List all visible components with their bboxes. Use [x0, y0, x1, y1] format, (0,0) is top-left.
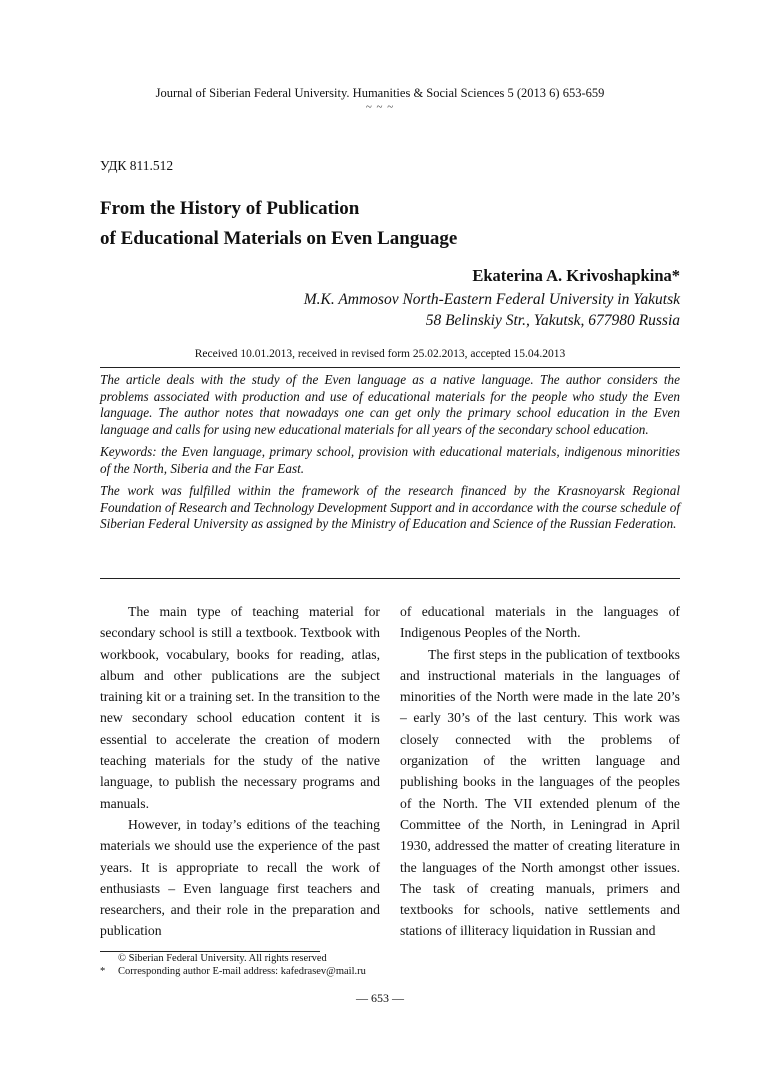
footnote-corresponding — [100, 966, 366, 977]
body-paragraph: However, in today’s editions of the teaching materials we should use the experience of the past years. It is appropriate to recall the work of enthusiasts – Even language first teachers and researchers, and their role in the preparation and publication — [100, 816, 380, 939]
header-separator: ~ ~ ~ — [365, 101, 395, 113]
author-affiliation-block — [304, 289, 680, 331]
body-paragraph: The first steps in the publication of textbooks and instructional materials in the languages of minorities of the North were made in the late 20’s – early 30’s of the last century. This work was closely connected with the problems of organization of the written language and publishing books in the languages of the peoples of the North. The VII extended plenum of the Committee of the North, in Leningrad in April 1930, addressed the matter of creating literature in the languages of the North amongst other issues. The task of creating manuals, primers and textbooks for schools, native settlements and stations of illiteracy liquidation in Russian and — [400, 646, 680, 939]
udk-code: УДК 811.512 — [100, 158, 174, 173]
title-line-2: of Educational Materials on Even Language — [100, 228, 458, 249]
journal-header: Journal of Siberian Federal University. Humanities & Social Sciences 5 (2013 6) 653-659 — [155, 86, 605, 100]
abstract-funding: The work was fulfilled within the framework of the research financed by the Krasnoyarsk Regional Foundation of Research and Technology Development Support and in accordance with the course schedule of Siberian Federal University as assigned by the Ministry of Education and Science of the Russian Federation. — [100, 483, 680, 531]
footnote-copyright: © Siberian Federal University. All rights reserved — [118, 953, 327, 964]
page-number: — 653 — — [356, 991, 404, 1005]
body-column-right — [400, 601, 680, 942]
title-line-1: From the History of Publication — [100, 198, 360, 219]
footnote-marker: * — [100, 966, 106, 977]
footnote-rule — [100, 951, 320, 952]
corresponding-email[interactable]: Corresponding author E-mail address: kafedrasev@mail.ru — [118, 966, 366, 977]
body-paragraph: of educational materials in the languages of Indigenous Peoples of the North. — [400, 604, 680, 641]
abstract-block — [100, 372, 680, 539]
abstract-bottom-rule — [100, 578, 680, 579]
author-name: Ekaterina A. Krivoshapkina* — [472, 266, 680, 285]
received-dates: Received 10.01.2013, received in revised form 25.02.2013, accepted 15.04.2013 — [194, 348, 566, 360]
abstract-top-rule — [100, 367, 680, 368]
article-title — [100, 194, 457, 254]
author-affiliation: M.K. Ammosov North-Eastern Federal University in Yakutsk — [303, 291, 680, 308]
abstract-text: The article deals with the study of the Even language as a native language. The author considers the problems associated with production and use of educational materials for the people who study the Even language. The author notes that nowadays one can get only the primary school education in the Even language and calls for using new educational materials for all years of the secondary school education. — [100, 372, 680, 437]
abstract-keywords: Keywords: the Even language, primary school, provision with educational materials, indigenous minorities of the North, Siberia and the Far East. — [100, 444, 680, 476]
author-address: 58 Belinskiy Str., Yakutsk, 677980 Russia — [425, 312, 680, 329]
body-column-left — [100, 601, 380, 942]
body-paragraph: The main type of teaching material for secondary school is still a textbook. Textbook with workbook, vocabulary, books for reading, atlas, album and other publications are the subject training kit or a training set. In the transition to the new secondary school education content it is essential to accelerate the creation of modern teaching materials for the study of the native language, to publish the necessary programs and manuals. — [100, 604, 380, 811]
